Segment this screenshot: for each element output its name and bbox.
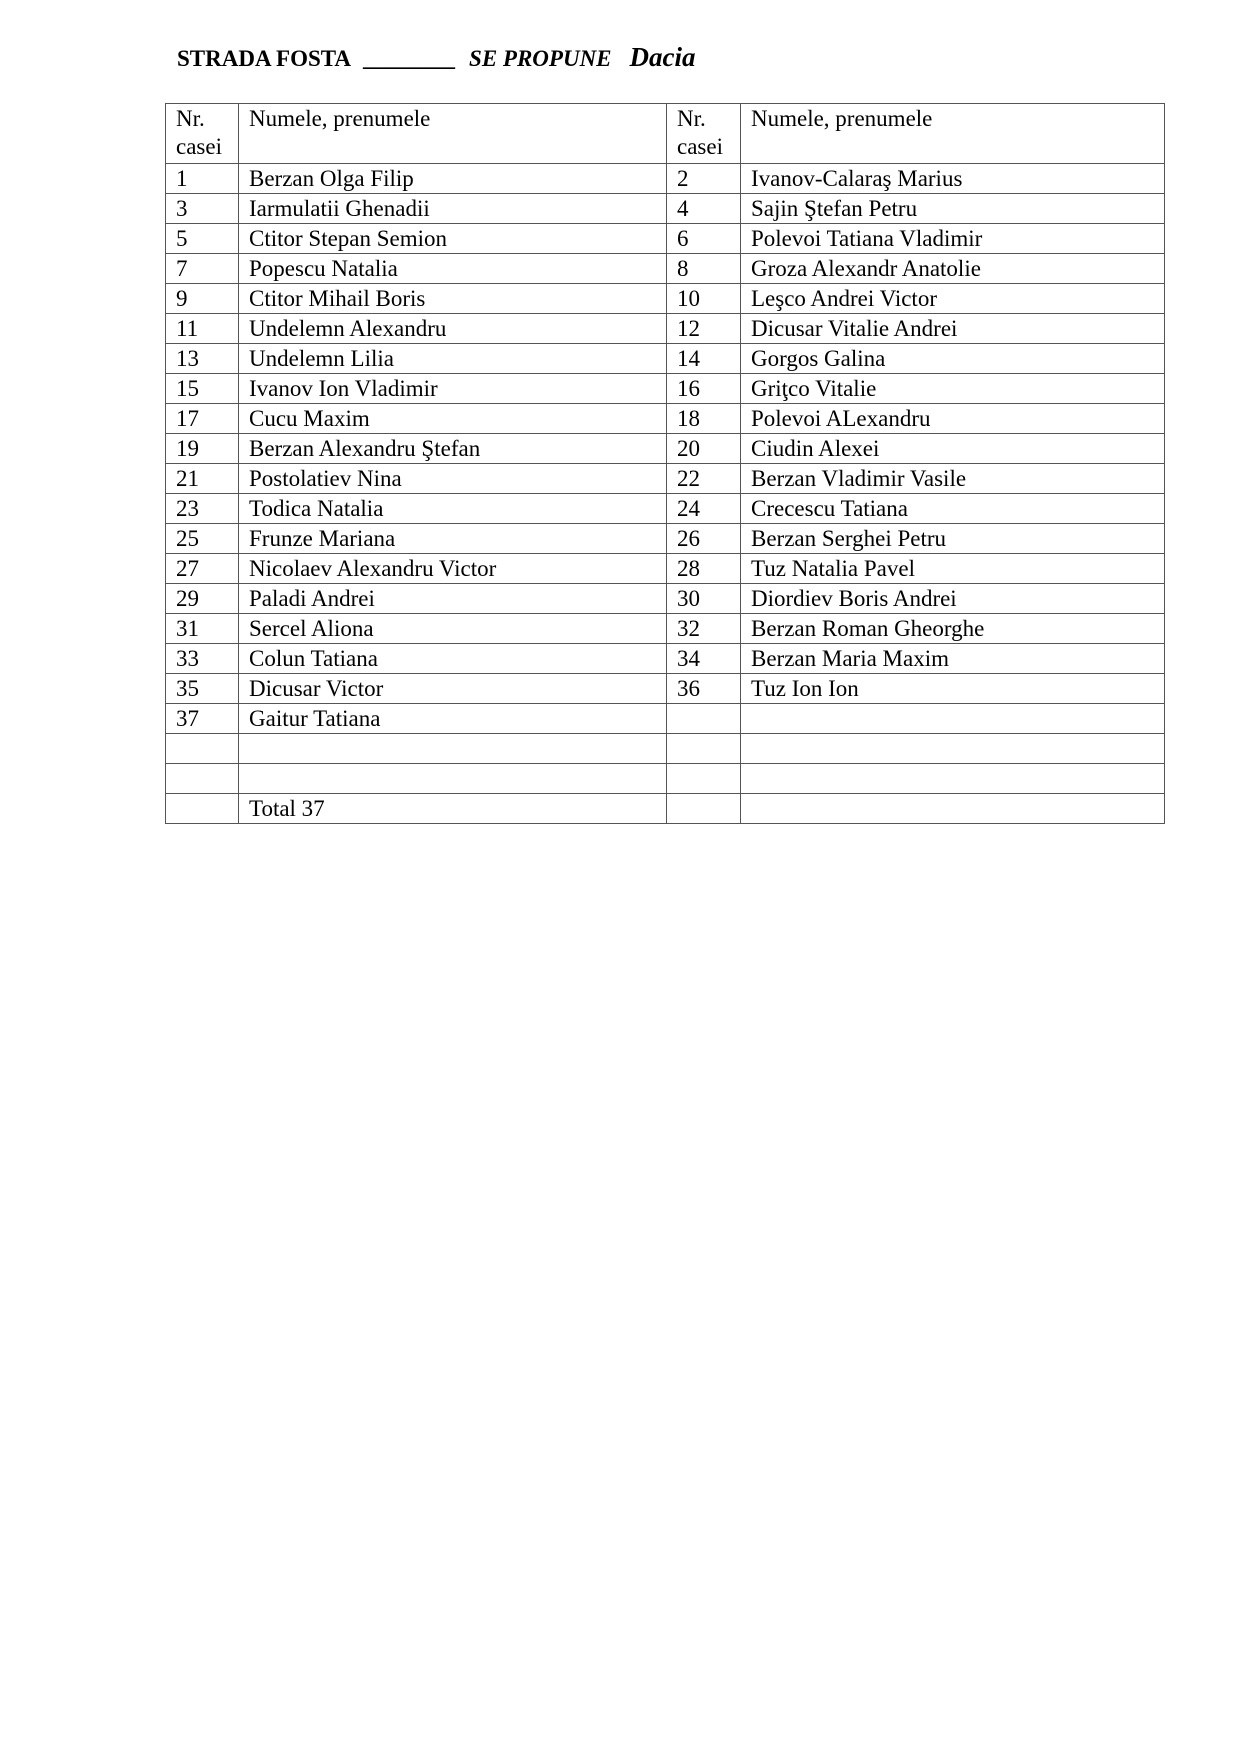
house-number-cell: 21 [166,464,239,494]
house-number-cell: 14 [667,344,741,374]
table-row [166,164,1165,194]
owner-name-cell: Griţco Vitalie [741,374,1165,404]
owner-name-cell: Total 37 [239,794,667,824]
house-number-cell: 16 [667,374,741,404]
owner-name-cell: Berzan Roman Gheorghe [741,614,1165,644]
owner-name-cell: Ivanov Ion Vladimir [239,374,667,404]
house-number-cell [667,734,741,764]
owner-name-cell: Undelemn Lilia [239,344,667,374]
page-header [177,42,696,82]
house-number-cell [166,794,239,824]
table-row [166,344,1165,374]
house-owners-table [165,103,1165,824]
owner-name-cell: Gorgos Galina [741,344,1165,374]
table-row [166,794,1165,824]
owner-name-cell: Berzan Olga Filip [239,164,667,194]
owner-name-cell [239,734,667,764]
owner-name-cell: Colun Tatiana [239,644,667,674]
table-row [166,374,1165,404]
table-row [166,224,1165,254]
house-number-cell: 11 [166,314,239,344]
table-row [166,614,1165,644]
owner-name-cell: Sercel Aliona [239,614,667,644]
house-number-cell: 26 [667,524,741,554]
table-row [166,284,1165,314]
house-number-cell: 12 [667,314,741,344]
table-row [166,584,1165,614]
owner-name-cell [741,704,1165,734]
house-number-cell: 32 [667,614,741,644]
owner-name-cell: Gaitur Tatiana [239,704,667,734]
house-number-cell: 31 [166,614,239,644]
house-number-cell [667,794,741,824]
house-number-cell: 23 [166,494,239,524]
owner-name-cell: Berzan Maria Maxim [741,644,1165,674]
owner-name-cell: Berzan Serghei Petru [741,524,1165,554]
house-number-cell: 29 [166,584,239,614]
house-number-cell: 22 [667,464,741,494]
table-row [166,464,1165,494]
house-number-cell: 18 [667,404,741,434]
owner-name-cell [239,764,667,794]
house-number-cell: 1 [166,164,239,194]
owner-name-cell: Dicusar Victor [239,674,667,704]
owner-name-cell: Frunze Mariana [239,524,667,554]
owner-name-cell: Postolatiev Nina [239,464,667,494]
house-number-cell: 24 [667,494,741,524]
owner-name-cell: Ctitor Stepan Semion [239,224,667,254]
table-row [166,524,1165,554]
column-header-name: Numele, prenumele [741,104,1165,164]
house-number-cell: 20 [667,434,741,464]
owner-name-cell: Polevoi ALexandru [741,404,1165,434]
owner-name-cell: Popescu Natalia [239,254,667,284]
table-row [166,254,1165,284]
blank-line: ________ [363,46,456,71]
owner-name-cell: Cucu Maxim [239,404,667,434]
house-number-cell [166,734,239,764]
table-row [166,764,1165,794]
house-number-cell [166,764,239,794]
owner-name-cell: Berzan Vladimir Vasile [741,464,1165,494]
house-number-cell: 10 [667,284,741,314]
proposed-street-name: Dacia [629,42,696,72]
house-number-cell [667,764,741,794]
house-number-cell: 15 [166,374,239,404]
house-number-cell: 7 [166,254,239,284]
house-number-cell: 37 [166,704,239,734]
house-number-cell: 2 [667,164,741,194]
house-number-cell: 35 [166,674,239,704]
house-number-cell: 4 [667,194,741,224]
owner-name-cell: Ctitor Mihail Boris [239,284,667,314]
owner-name-cell: Crecescu Tatiana [741,494,1165,524]
table-row [166,434,1165,464]
house-number-cell [667,704,741,734]
house-number-cell: 28 [667,554,741,584]
owner-name-cell [741,794,1165,824]
owner-name-cell: Dicusar Vitalie Andrei [741,314,1165,344]
table-header-row [166,104,1165,164]
owner-name-cell: Nicolaev Alexandru Victor [239,554,667,584]
table-row [166,404,1165,434]
table-row [166,194,1165,224]
house-number-cell: 27 [166,554,239,584]
table-row [166,314,1165,344]
proposed-label: SE PROPUNE [469,46,612,71]
owner-name-cell [741,734,1165,764]
house-number-cell: 19 [166,434,239,464]
house-number-cell: 9 [166,284,239,314]
owner-name-cell: Ciudin Alexei [741,434,1165,464]
owner-name-cell [741,764,1165,794]
house-number-cell: 36 [667,674,741,704]
column-header-house-number: Nr. casei [667,104,741,164]
owner-name-cell: Iarmulatii Ghenadii [239,194,667,224]
house-number-cell: 30 [667,584,741,614]
owner-name-cell: Tuz Ion Ion [741,674,1165,704]
table-row [166,494,1165,524]
house-number-cell: 34 [667,644,741,674]
house-number-cell: 6 [667,224,741,254]
owner-name-cell: Sajin Ştefan Petru [741,194,1165,224]
owner-name-cell: Ivanov-Calaraş Marius [741,164,1165,194]
table-row [166,644,1165,674]
house-number-cell: 13 [166,344,239,374]
table-row [166,554,1165,584]
house-number-cell: 5 [166,224,239,254]
house-number-cell: 25 [166,524,239,554]
owner-name-cell: Todica Natalia [239,494,667,524]
owner-name-cell: Paladi Andrei [239,584,667,614]
table-row [166,734,1165,764]
owner-name-cell: Leşco Andrei Victor [741,284,1165,314]
table-row [166,674,1165,704]
owner-name-cell: Undelemn Alexandru [239,314,667,344]
street-former-label: STRADA FOSTA [177,46,352,71]
house-number-cell: 17 [166,404,239,434]
owner-name-cell: Berzan Alexandru Ştefan [239,434,667,464]
table-row [166,704,1165,734]
owner-name-cell: Diordiev Boris Andrei [741,584,1165,614]
owner-name-cell: Tuz Natalia Pavel [741,554,1165,584]
owner-name-cell: Polevoi Tatiana Vladimir [741,224,1165,254]
column-header-name: Numele, prenumele [239,104,667,164]
house-number-cell: 3 [166,194,239,224]
house-number-cell: 8 [667,254,741,284]
house-number-cell: 33 [166,644,239,674]
owner-name-cell: Groza Alexandr Anatolie [741,254,1165,284]
column-header-house-number: Nr. casei [166,104,239,164]
